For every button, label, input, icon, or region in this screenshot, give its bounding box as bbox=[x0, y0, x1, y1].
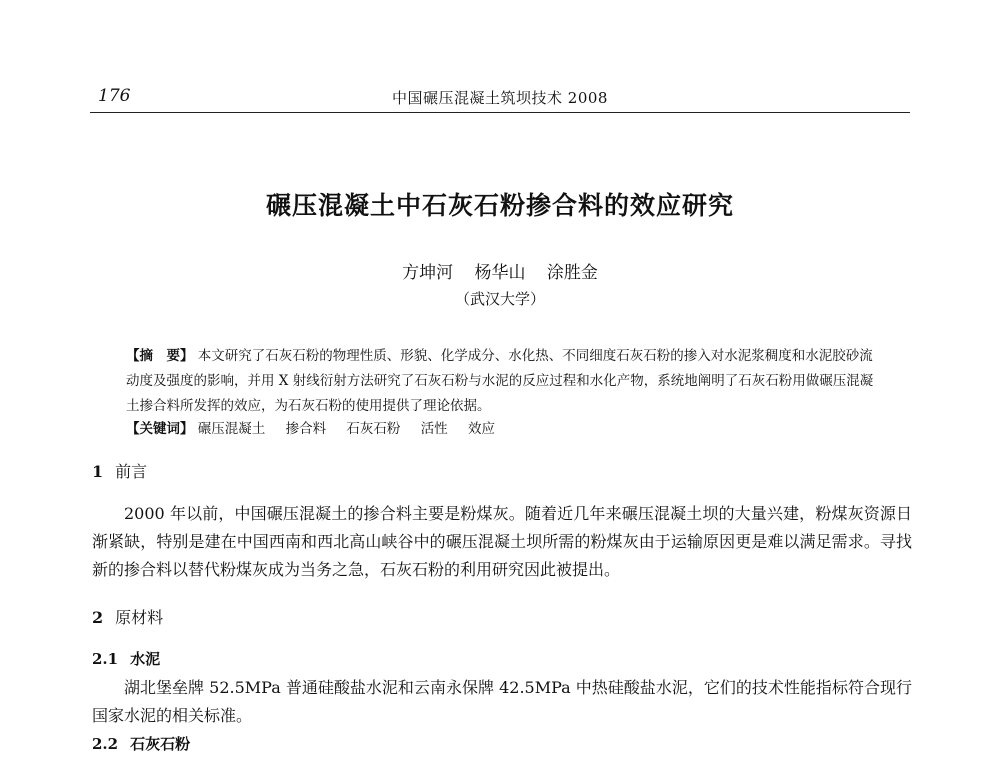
author-list bbox=[0, 258, 1000, 283]
section-title: 前言 bbox=[115, 462, 148, 481]
section-number: 1 bbox=[92, 462, 104, 481]
running-header bbox=[90, 82, 910, 112]
keyword: 石灰石粉 bbox=[346, 421, 401, 437]
abstract-label: 【摘 要】 bbox=[126, 348, 194, 364]
subsection-title: 石灰石粉 bbox=[130, 735, 191, 753]
section-title: 原材料 bbox=[115, 608, 164, 627]
subsection-paragraph-cement: 湖北堡垒牌 52.5MPa 普通硅酸盐水泥和云南永保牌 42.5MPa 中热硅酸盐水泥，它们的技术性能指标符合现行国家水泥的相关标准。 bbox=[92, 678, 912, 725]
section-heading-intro bbox=[92, 459, 147, 482]
section-heading-materials bbox=[92, 605, 163, 628]
paper-title: 碾压混凝土中石灰石粉掺合料的效应研究 bbox=[265, 191, 734, 220]
keyword: 掺合料 bbox=[285, 421, 327, 437]
keywords-label: 【关键词】 bbox=[126, 421, 194, 437]
subsection-number: 2.1 bbox=[92, 650, 119, 668]
subsection-number: 2.2 bbox=[92, 735, 119, 753]
subsection-heading-limestone bbox=[92, 733, 190, 754]
author: 方坤河 bbox=[402, 263, 454, 283]
page-number: 176 bbox=[98, 86, 131, 106]
keyword: 效应 bbox=[467, 421, 495, 437]
keyword: 活性 bbox=[420, 421, 448, 437]
abstract bbox=[126, 344, 886, 419]
author: 杨华山 bbox=[474, 263, 526, 283]
keyword: 碾压混凝土 bbox=[197, 421, 266, 437]
subsection-heading-cement bbox=[92, 648, 160, 669]
section-paragraph-intro: 2000 年以前，中国碾压混凝土的掺合料主要是粉煤灰。随着近几年来碾压混凝土坝的大量兴建，粉煤灰资源日渐紧缺，特别是建在中国西南和西北高山峡谷中的碾压混凝土坝所需的粉煤灰由于运输原因更是难以满足需求。寻找新的掺合料以替代粉煤灰成为当务之急，石灰石粉的利用研究因此被提出。 bbox=[92, 504, 912, 579]
keywords bbox=[126, 417, 886, 442]
author: 涂胜金 bbox=[546, 263, 598, 283]
journal-name: 中国碾压混凝土筑坝技术 2008 bbox=[392, 89, 608, 107]
abstract-text: 本文研究了石灰石粉的物理性质、形貌、化学成分、水化热、不同细度石灰石粉的掺入对水泥浆稠度和水泥胶砂流动度及强度的影响，并用 X 射线衍射方法研究了石灰石粉与水泥的反应过程和水化产物，系统地阐明了石灰石粉用做碾压混凝土掺合料所发挥的效应，为石灰石粉的使用提供了理论依据。 bbox=[126, 348, 874, 414]
header-rule bbox=[90, 112, 910, 113]
section-number: 2 bbox=[92, 608, 104, 627]
affiliation: （武汉大学） bbox=[454, 290, 545, 308]
subsection-title: 水泥 bbox=[130, 650, 161, 668]
